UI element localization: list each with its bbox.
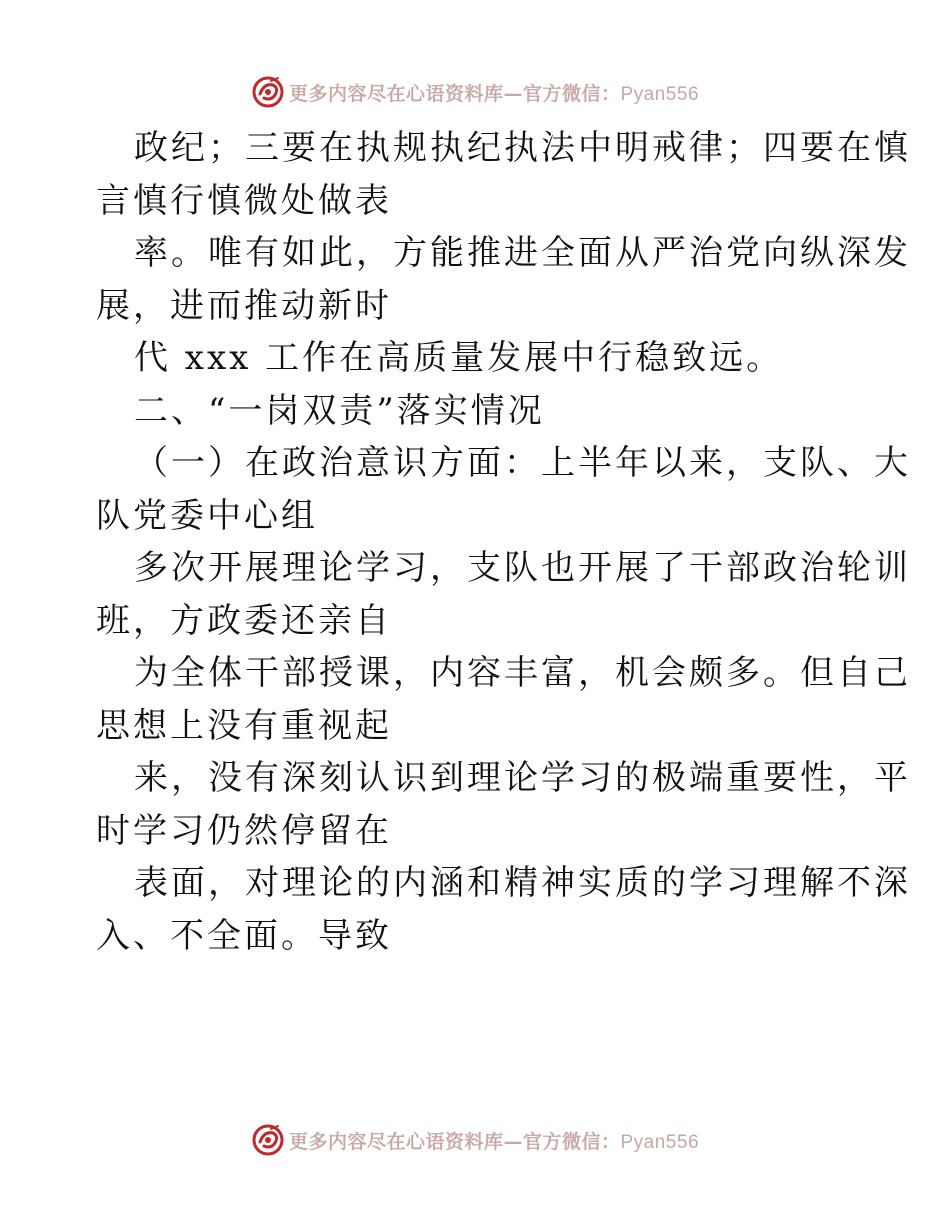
paragraph-5 [96,437,911,542]
header-wechat-id: Pyan556 [620,83,700,105]
paragraph-9 [96,857,911,962]
red-swirl-logo-icon [251,1123,285,1157]
paragraph-line: （一）在政治意识方面：上半年以来，支队、大 [134,443,911,483]
header-banner [0,72,950,112]
paragraph-line: 多次开展理论学习，支队也开展了干部政治轮训 [134,548,911,588]
paragraph-line: 队党委中心组 [96,495,318,536]
section-heading [96,385,856,438]
paragraph-line: 政纪；三要在执规执纪执法中明戒律；四要在慎 [134,128,911,168]
header-banner-text: 更多内容尽在心语资料库—官方微信：Pyan556 [288,82,700,105]
footer-wechat-id: Pyan556 [620,1131,700,1153]
paragraph-3 [96,332,856,385]
paragraph-line: 入、不全面。导致 [96,915,392,956]
paragraph-line: 思想上没有重视起 [96,705,392,746]
footer-banner-text: 更多内容尽在心语资料库—官方微信：Pyan556 [288,1130,700,1153]
paragraph-1 [96,122,911,227]
paragraph-8 [96,752,911,857]
paragraph-line: 率。唯有如此，方能推进全面从严治党向纵深发 [134,233,911,273]
footer-banner [0,1120,950,1160]
paragraph-line: 班，方政委还亲自 [96,600,392,641]
paragraph-line: 为全体干部授课，内容丰富，机会颇多。但自己 [134,653,911,693]
paragraph-line: 代 xxx 工作在高质量发展中行稳致远。 [134,338,784,378]
paragraph-line: 时学习仍然停留在 [96,810,392,851]
paragraph-line: 展，进而推动新时 [96,285,392,326]
paragraph-2 [96,227,911,332]
section-heading-text: 二、“一岗双责”落实情况 [134,390,545,431]
paragraph-line: 来，没有深刻认识到理论学习的极端重要性，平 [134,758,911,798]
document-body [96,122,911,962]
paragraph-6 [96,542,911,647]
paragraph-line: 言慎行慎微处做表 [96,180,392,221]
paragraph-line: 表面，对理论的内涵和精神实质的学习理解不深 [134,863,911,903]
paragraph-7 [96,647,911,752]
red-swirl-logo-icon [251,75,285,109]
